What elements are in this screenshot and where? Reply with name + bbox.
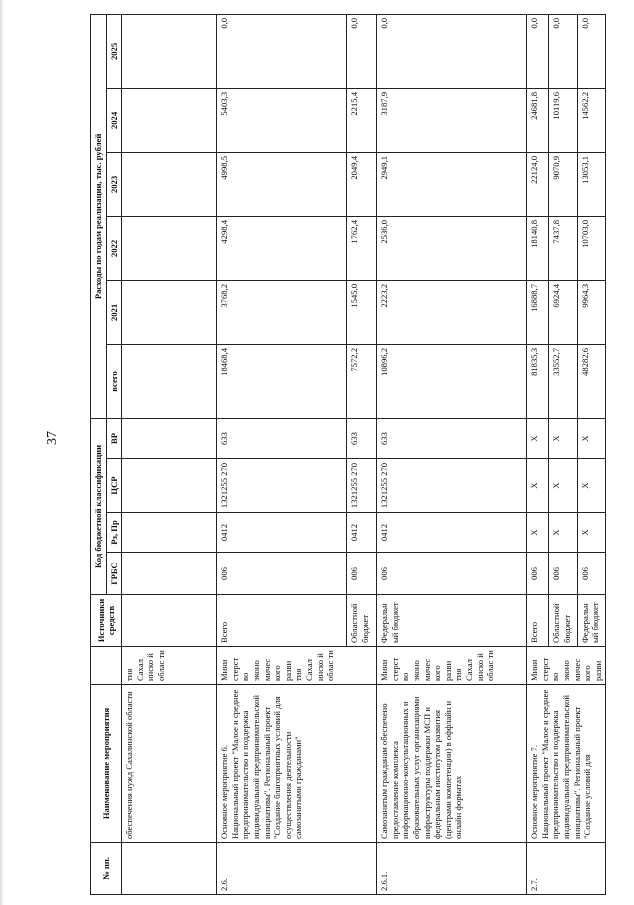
- row-csr: [122, 459, 217, 513]
- header-2025: 2025: [106, 14, 122, 88]
- row-vr: X: [577, 418, 606, 458]
- table-row: [217, 14, 347, 894]
- page-number: 37: [45, 431, 60, 445]
- header-2024: 2024: [106, 88, 122, 152]
- row-grbs: 006: [377, 553, 527, 595]
- row-vr: 633: [377, 418, 527, 458]
- row-grbs: 006: [527, 553, 549, 595]
- row-csr: X: [527, 459, 549, 513]
- row-2025: 0,0: [527, 14, 549, 88]
- header-expenses-group: Расходы по годам реализации, тыс. рублей: [91, 14, 107, 418]
- row-grbs: 006: [577, 553, 606, 595]
- row-2022: 2536,0: [377, 216, 527, 280]
- row-rzpr: 0412: [377, 513, 527, 553]
- row-2021: 3768,2: [217, 280, 347, 344]
- row-rzpr: X: [577, 513, 606, 553]
- row-grbs: 006: [217, 553, 347, 595]
- header-num: № пп.: [91, 843, 122, 895]
- row-executor: Мини стерст во эконо мичес кого разви: [527, 647, 606, 685]
- row-csr: 1321255 270: [377, 459, 527, 513]
- row-rzpr: 0412: [347, 513, 377, 553]
- row-2025: 0,0: [217, 14, 347, 88]
- row-grbs: 006: [347, 553, 377, 595]
- header-2023: 2023: [106, 152, 122, 216]
- row-2022: 7437,8: [549, 216, 578, 280]
- row-2024: [122, 88, 217, 152]
- row-grbs: 006: [549, 553, 578, 595]
- row-2023: 2949,1: [377, 152, 527, 216]
- header-total: всего: [106, 344, 122, 418]
- row-vr: X: [527, 418, 549, 458]
- row-source: Всего: [217, 595, 347, 647]
- row-2022: 1762,4: [347, 216, 377, 280]
- row-source: Федеральный бюджет: [377, 595, 527, 647]
- header-source: Источники средств: [91, 595, 122, 647]
- row-total: 18468,4: [217, 344, 347, 418]
- scan-edge: [0, 0, 4, 905]
- row-csr: X: [549, 459, 578, 513]
- row-2021: 16888,7: [527, 280, 549, 344]
- row-source: Областной бюджет: [549, 595, 578, 647]
- table-row: [122, 14, 217, 894]
- row-csr: 1321255 270: [347, 459, 377, 513]
- row-2024: 2215,4: [347, 88, 377, 152]
- row-vr: X: [549, 418, 578, 458]
- row-2022: 4298,4: [217, 216, 347, 280]
- row-name: Основное мероприятие 7. Национальный проект "Малое и среднее предпринимательство и поддержка индивидуальной предпринимательской инициативы". Региональный проект "Создание условий для: [527, 685, 606, 843]
- row-2025: 0,0: [347, 14, 377, 88]
- row-2022: 18140,8: [527, 216, 549, 280]
- row-csr: 1321255 270: [217, 459, 347, 513]
- row-2021: [122, 280, 217, 344]
- row-vr: [122, 418, 217, 458]
- header-vr: ВР: [106, 418, 122, 458]
- header-code-group: Код бюджетной классификации: [91, 418, 107, 594]
- row-executor: тия Сахал инско й облас ти: [122, 647, 217, 685]
- row-total: 48282,6: [577, 344, 606, 418]
- row-grbs: [122, 553, 217, 595]
- row-2021: 1545,0: [347, 280, 377, 344]
- row-source: Областной бюджет: [347, 595, 377, 647]
- header-executor: [91, 647, 122, 685]
- row-2023: 2049,4: [347, 152, 377, 216]
- header-name: Наименование мероприятия: [91, 685, 122, 843]
- row-2023: 4998,5: [217, 152, 347, 216]
- table-row: [527, 14, 549, 894]
- row-executor: Мини стерст во эконо мичес кого разви тия Сахал инско й облас ти: [377, 647, 527, 685]
- row-num: 2.6.: [217, 843, 377, 895]
- row-executor: Мини стерст во эконо мичес кого разви тия Сахал инско й облас ти: [217, 647, 377, 685]
- row-2024: 5403,3: [217, 88, 347, 152]
- row-vr: 633: [217, 418, 347, 458]
- row-2025: 0,0: [549, 14, 578, 88]
- row-2025: 0,0: [577, 14, 606, 88]
- row-rzpr: [122, 513, 217, 553]
- header-2021: 2021: [106, 280, 122, 344]
- row-2024: 10119,6: [549, 88, 578, 152]
- rotated-page: [90, 0, 634, 905]
- row-2023: 22124,0: [527, 152, 549, 216]
- row-total: 7572,2: [347, 344, 377, 418]
- row-rzpr: 0412: [217, 513, 347, 553]
- row-2022: [122, 216, 217, 280]
- table-row: [377, 14, 527, 894]
- header-grbs: ГРБС: [106, 553, 122, 595]
- row-num: 2.6.1.: [377, 843, 527, 895]
- row-2021: 9964,3: [577, 280, 606, 344]
- header-2022: 2022: [106, 216, 122, 280]
- row-num: 2.7.: [527, 843, 606, 895]
- row-2023: 13053,1: [577, 152, 606, 216]
- row-2025: 0,0: [377, 14, 527, 88]
- row-total: 10896,2: [377, 344, 527, 418]
- row-2022: 10703,0: [577, 216, 606, 280]
- row-2021: 2223,2: [377, 280, 527, 344]
- row-csr: X: [577, 459, 606, 513]
- row-2021: 6924,4: [549, 280, 578, 344]
- row-2024: 14562,2: [577, 88, 606, 152]
- row-name: Самозанятым гражданам обеспечено предоставление комплекса информационно-консультационных и образовательных услуг организациями инфраструктуры поддержки МСП и федеральным институтом развития (центрами компетенции) в оффлайн и онлайн форматах: [377, 685, 527, 843]
- row-num: [122, 843, 217, 895]
- header-row-1: [91, 14, 107, 894]
- row-name: Основное мероприятие 6. Национальный проект "Малое и среднее предпринимательство и поддержка индивидуальной предпринимательской инициативы". Региональный проект "Создание благоприятных условий для осуществления деятельности самозанятыми гражданами": [217, 685, 377, 843]
- header-csr: ЦСР: [106, 459, 122, 513]
- row-rzpr: X: [549, 513, 578, 553]
- row-source: Федеральный бюджет: [577, 595, 606, 647]
- row-2024: 3187,9: [377, 88, 527, 152]
- row-rzpr: X: [527, 513, 549, 553]
- row-2024: 24681,8: [527, 88, 549, 152]
- row-source: Всего: [527, 595, 549, 647]
- row-source: [122, 595, 217, 647]
- row-total: [122, 344, 217, 418]
- row-2025: [122, 14, 217, 88]
- row-2023: [122, 152, 217, 216]
- header-rzpr: Рз, Пр: [106, 513, 122, 553]
- row-2023: 9070,9: [549, 152, 578, 216]
- row-total: 33552,7: [549, 344, 578, 418]
- budget-table: [90, 14, 606, 895]
- row-name: обеспечения нужд Сахалинской области: [122, 685, 217, 843]
- row-vr: 633: [347, 418, 377, 458]
- row-total: 81835,3: [527, 344, 549, 418]
